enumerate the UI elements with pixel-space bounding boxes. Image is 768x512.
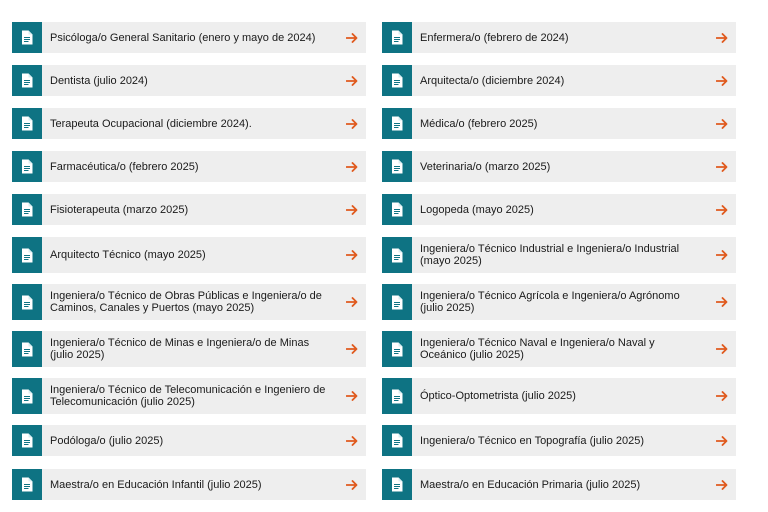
document-icon bbox=[12, 469, 42, 500]
list-item[interactable] bbox=[382, 284, 736, 320]
document-icon bbox=[382, 378, 412, 414]
list-item-label: Ingeniera/o Técnico de Minas e Ingeniera/o de Minas (julio 2025) bbox=[50, 337, 310, 361]
list-item-label: Podóloga/o (julio 2025) bbox=[50, 434, 164, 447]
arrow-right-icon[interactable] bbox=[708, 65, 736, 96]
arrow-right-icon[interactable] bbox=[708, 331, 736, 367]
list-item[interactable] bbox=[12, 284, 366, 320]
arrow-right-icon[interactable] bbox=[338, 194, 366, 225]
document-icon bbox=[12, 194, 42, 225]
list-item-label: Ingeniera/o Técnico de Telecomunicación e Ingeniero de Telecomunicación (julio 2025) bbox=[50, 384, 326, 408]
document-icon bbox=[382, 151, 412, 182]
document-icon bbox=[382, 237, 412, 273]
arrow-right-icon[interactable] bbox=[708, 284, 736, 320]
list-item[interactable] bbox=[382, 194, 736, 225]
list-item[interactable] bbox=[12, 108, 366, 139]
document-icon bbox=[382, 108, 412, 139]
arrow-right-icon[interactable] bbox=[708, 194, 736, 225]
arrow-right-icon[interactable] bbox=[708, 237, 736, 273]
list-item[interactable] bbox=[382, 331, 736, 367]
document-icon bbox=[382, 284, 412, 320]
list-item-label: Maestra/o en Educación Primaria (julio 2025) bbox=[420, 478, 641, 491]
list-item-label: Ingeniera/o Técnico de Obras Públicas e Ingeniera/o de Caminos, Canales y Puertos (mayo 2025) bbox=[50, 290, 322, 314]
list-item[interactable] bbox=[12, 22, 366, 53]
arrow-right-icon[interactable] bbox=[338, 22, 366, 53]
list-item-label: Ingeniera/o Técnico Agrícola e Ingeniera/o Agrónomo (julio 2025) bbox=[420, 290, 680, 314]
arrow-right-icon[interactable] bbox=[338, 284, 366, 320]
list-item[interactable] bbox=[382, 469, 736, 500]
list-item[interactable] bbox=[12, 194, 366, 225]
list-item-label: Óptico-Optometrista (julio 2025) bbox=[420, 390, 576, 402]
list-item[interactable] bbox=[12, 151, 366, 182]
list-item-label: Logopeda (mayo 2025) bbox=[420, 203, 534, 216]
arrow-right-icon[interactable] bbox=[708, 151, 736, 182]
document-icon bbox=[12, 425, 42, 456]
document-icon bbox=[382, 425, 412, 456]
list-item-label: Maestra/o en Educación Infantil (julio 2025) bbox=[50, 478, 262, 491]
arrow-right-icon[interactable] bbox=[338, 331, 366, 367]
arrow-right-icon[interactable] bbox=[338, 237, 366, 273]
list-item[interactable] bbox=[12, 237, 366, 273]
document-icon bbox=[382, 469, 412, 500]
list-item-label: Farmacéutica/o (febrero 2025) bbox=[50, 160, 199, 173]
list-item[interactable] bbox=[382, 425, 736, 456]
arrow-right-icon[interactable] bbox=[708, 378, 736, 414]
list-item-label: Ingeniera/o Técnico Industrial e Ingeniera/o Industrial (mayo 2025) bbox=[420, 243, 680, 267]
arrow-right-icon[interactable] bbox=[708, 108, 736, 139]
arrow-right-icon[interactable] bbox=[338, 65, 366, 96]
document-icon bbox=[382, 194, 412, 225]
document-icon bbox=[12, 65, 42, 96]
list-item-label: Enfermera/o (febrero de 2024) bbox=[420, 31, 569, 44]
arrow-right-icon[interactable] bbox=[338, 108, 366, 139]
document-icon bbox=[382, 65, 412, 96]
document-icon bbox=[12, 151, 42, 182]
list-item-label: Ingeniera/o Técnico Naval e Ingeniera/o Naval y Oceánico (julio 2025) bbox=[420, 337, 655, 361]
list-item-label: Arquitecta/o (diciembre 2024) bbox=[420, 74, 565, 87]
list-item[interactable] bbox=[12, 378, 366, 414]
list-item[interactable] bbox=[12, 65, 366, 96]
list-item[interactable] bbox=[382, 65, 736, 96]
list-item[interactable] bbox=[12, 469, 366, 500]
document-icon bbox=[12, 331, 42, 367]
list-item[interactable] bbox=[382, 237, 736, 273]
document-icon bbox=[12, 284, 42, 320]
document-icon bbox=[382, 22, 412, 53]
document-icon bbox=[12, 108, 42, 139]
list-item-label: Ingeniera/o Técnico en Topografía (julio 2025) bbox=[420, 434, 645, 447]
arrow-right-icon[interactable] bbox=[708, 425, 736, 456]
list-item-label: Psicóloga/o General Sanitario (enero y mayo de 2024) bbox=[50, 31, 316, 44]
arrow-right-icon[interactable] bbox=[338, 425, 366, 456]
list-item-label: Fisioterapeuta (marzo 2025) bbox=[50, 203, 189, 216]
list-item[interactable] bbox=[382, 22, 736, 53]
list-item-label: Terapeuta Ocupacional (diciembre 2024). bbox=[50, 117, 252, 130]
list-item[interactable] bbox=[382, 151, 736, 182]
list-item[interactable] bbox=[382, 108, 736, 139]
list-item-label: Dentista (julio 2024) bbox=[50, 74, 148, 87]
list-item[interactable] bbox=[382, 378, 736, 414]
arrow-right-icon[interactable] bbox=[708, 469, 736, 500]
list-item-label: Arquitecto Técnico (mayo 2025) bbox=[50, 249, 206, 261]
arrow-right-icon[interactable] bbox=[338, 378, 366, 414]
list-item-label: Médica/o (febrero 2025) bbox=[420, 117, 538, 130]
document-icon bbox=[12, 378, 42, 414]
list-item-label: Veterinaria/o (marzo 2025) bbox=[420, 160, 551, 173]
arrow-right-icon[interactable] bbox=[338, 469, 366, 500]
list-item[interactable] bbox=[12, 425, 366, 456]
document-icon bbox=[12, 237, 42, 273]
arrow-right-icon[interactable] bbox=[338, 151, 366, 182]
document-icon bbox=[382, 331, 412, 367]
document-icon bbox=[12, 22, 42, 53]
arrow-right-icon[interactable] bbox=[708, 22, 736, 53]
list-item[interactable] bbox=[12, 331, 366, 367]
